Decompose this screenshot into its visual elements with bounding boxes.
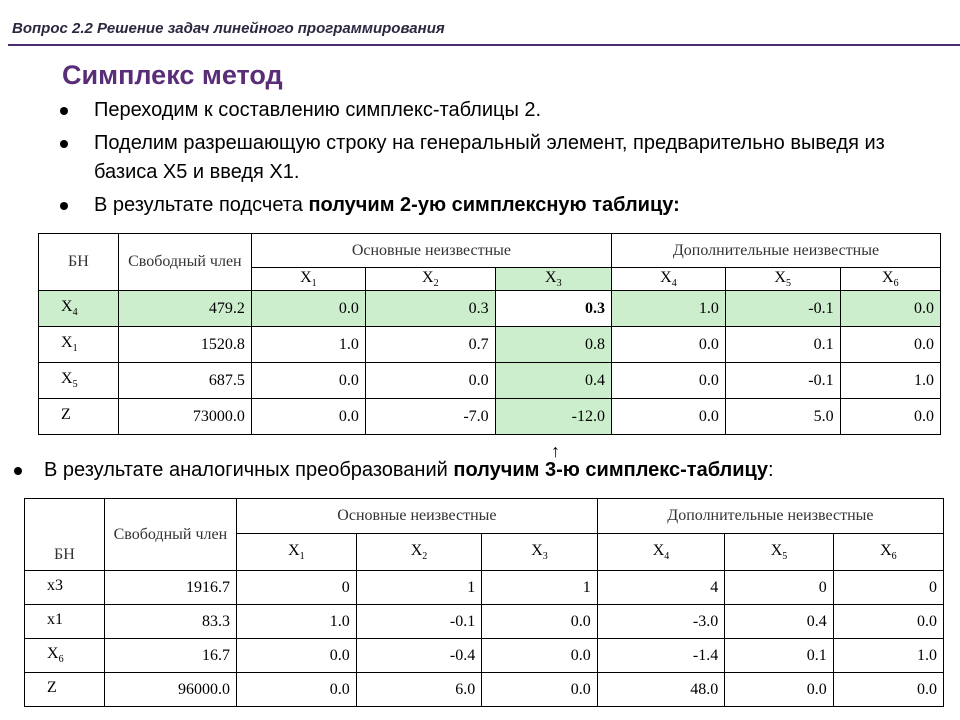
header-basis: БН — [39, 234, 119, 291]
value-cell: 0.0 — [482, 639, 598, 673]
bullet-dot-icon — [60, 202, 68, 210]
header-main-unknowns: Основные неизвестные — [251, 234, 611, 268]
basis-name: X — [47, 645, 59, 663]
value-cell: 0.0 — [482, 605, 598, 639]
header-extra-unknowns: Дополнительные неизвестные — [611, 234, 940, 268]
value-cell: 1.0 — [611, 291, 725, 327]
value-cell: -7.0 — [365, 399, 495, 435]
variable-name: X — [422, 268, 434, 286]
table-row — [39, 363, 941, 399]
value-cell: 0.0 — [611, 399, 725, 435]
bullet-dot-icon — [60, 107, 68, 115]
variable-header — [365, 268, 495, 291]
basis-cell — [39, 399, 119, 435]
variable-header — [482, 534, 598, 571]
basis-subscript: 6 — [58, 654, 64, 666]
value-cell: 0.0 — [251, 291, 365, 327]
value-cell: 0.0 — [840, 291, 940, 327]
bullet-item — [12, 456, 960, 485]
basis-cell — [25, 639, 105, 673]
free-term-cell: 479.2 — [118, 291, 251, 327]
value-cell: -0.4 — [356, 639, 482, 673]
variable-header — [251, 268, 365, 291]
header-basis: БН — [25, 499, 105, 571]
free-term-cell: 83.3 — [104, 605, 236, 639]
value-cell: 0.0 — [365, 363, 495, 399]
basis-name: Z — [47, 679, 57, 697]
variable-name: X — [774, 268, 786, 286]
variable-name: X — [300, 268, 312, 286]
value-cell: 0.4 — [725, 605, 834, 639]
variable-subscript: 2 — [422, 551, 428, 563]
basis-name: Z — [61, 406, 71, 424]
value-cell: -0.1 — [356, 605, 482, 639]
basis-subscript: 4 — [72, 307, 78, 319]
bullet-list — [60, 96, 940, 224]
free-term-cell: 687.5 — [118, 363, 251, 399]
variable-name: X — [770, 541, 783, 559]
variable-name: X — [531, 541, 543, 559]
bullet-bold-text: получим 3-ю симплекс-таблицу — [453, 459, 768, 481]
value-cell: -12.0 — [495, 399, 611, 435]
basis-cell — [39, 327, 119, 363]
value-cell: -0.1 — [725, 291, 840, 327]
variable-header — [725, 268, 840, 291]
value-cell: 4 — [597, 571, 724, 605]
basis-cell — [25, 673, 105, 707]
header-divider — [8, 44, 960, 46]
variable-name: X — [410, 541, 423, 559]
variable-header — [597, 534, 724, 571]
value-cell: 0.0 — [833, 605, 943, 639]
basis-name: X — [61, 298, 73, 316]
value-cell: 0.0 — [725, 673, 834, 707]
value-cell: 0.0 — [840, 327, 940, 363]
header-extra-unknowns: Дополнительные неизвестные — [597, 499, 943, 534]
variable-subscript: 2 — [433, 278, 439, 290]
free-term-cell: 16.7 — [104, 639, 236, 673]
value-cell: 0.0 — [833, 673, 943, 707]
header-free-term: Свободный член — [104, 499, 236, 571]
basis-name: X — [61, 370, 73, 388]
variable-subscript: 6 — [893, 278, 899, 290]
table-row — [25, 639, 944, 673]
variable-header — [725, 534, 834, 571]
free-term-cell: 73000.0 — [118, 399, 251, 435]
value-cell: 0.0 — [840, 399, 940, 435]
value-cell: 0.1 — [725, 327, 840, 363]
free-term-cell: 1520.8 — [118, 327, 251, 363]
basis-name: X — [61, 334, 73, 352]
value-cell: 0.7 — [365, 327, 495, 363]
free-term-cell: 1916.7 — [104, 571, 236, 605]
variable-header — [833, 534, 943, 571]
value-cell: -0.1 — [725, 363, 840, 399]
bullet-text: В результате аналогичных преобразований — [44, 459, 454, 481]
variable-subscript: 5 — [782, 551, 788, 563]
slide-title: Симплекс метод — [62, 60, 283, 90]
variable-subscript: 1 — [299, 551, 305, 563]
value-cell: 1.0 — [251, 327, 365, 363]
variable-name: X — [660, 268, 672, 286]
value-cell: 1.0 — [833, 639, 943, 673]
variable-subscript: 4 — [664, 551, 670, 563]
value-cell: 1 — [356, 571, 482, 605]
value-cell: 0 — [725, 571, 834, 605]
table-row — [39, 327, 941, 363]
basis-subscript: 1 — [72, 343, 78, 355]
variable-subscript: 4 — [671, 278, 677, 290]
value-cell: 0.0 — [482, 673, 598, 707]
value-cell: 0.0 — [237, 639, 357, 673]
value-cell: -1.4 — [597, 639, 724, 673]
variable-header — [495, 268, 611, 291]
variable-name: X — [288, 541, 300, 559]
value-cell: 6.0 — [356, 673, 482, 707]
slide-header: Вопрос 2.2 Решение задач линейного программирования — [12, 20, 445, 37]
value-cell: 0.4 — [495, 363, 611, 399]
value-cell: 0.0 — [251, 363, 365, 399]
simplex-table-3 — [24, 498, 944, 707]
variable-name: X — [882, 268, 894, 286]
bullet-text: В результате подсчета — [94, 194, 309, 216]
value-cell: 0.3 — [365, 291, 495, 327]
value-cell: 0 — [237, 571, 357, 605]
value-cell: 0.0 — [611, 327, 725, 363]
variable-subscript: 3 — [556, 278, 562, 290]
bullet-text: Поделим разрешающую строку на генеральный элемент, предварительно выведя из базиса Х5 и введя Х1. — [94, 132, 885, 183]
bullet-text: Переходим к составлению симплекс-таблицы 2. — [94, 99, 542, 121]
value-cell: 1.0 — [840, 363, 940, 399]
value-cell: 0 — [833, 571, 943, 605]
value-cell: 0.0 — [237, 673, 357, 707]
variable-header — [237, 534, 357, 571]
table-row — [39, 291, 941, 327]
value-cell: 48.0 — [597, 673, 724, 707]
bullet-item — [60, 96, 940, 125]
variable-subscript: 1 — [311, 278, 317, 290]
table-row — [25, 605, 944, 639]
bullet-tail-text: : — [767, 459, 774, 481]
variable-header — [356, 534, 482, 571]
bullet-bold-text: получим 2-ую симплексную таблицу: — [308, 194, 680, 216]
value-cell: 5.0 — [725, 399, 840, 435]
value-cell: 0.0 — [251, 399, 365, 435]
bullet-dot-icon — [60, 140, 68, 148]
pivot-arrow-icon: ↑ — [551, 441, 560, 461]
variable-name: X — [545, 268, 557, 286]
basis-name: x3 — [47, 577, 63, 595]
variable-subscript: 6 — [891, 551, 897, 563]
bullet-item — [60, 129, 940, 187]
variable-subscript: 3 — [542, 551, 548, 563]
value-cell: 1 — [482, 571, 598, 605]
basis-cell — [25, 605, 105, 639]
variable-name: X — [880, 541, 892, 559]
header-free-term: Свободный член — [118, 234, 251, 291]
table-row — [25, 571, 944, 605]
simplex-table-2 — [38, 233, 941, 435]
table-row — [25, 673, 944, 707]
value-cell: 0.0 — [611, 363, 725, 399]
basis-cell — [39, 291, 119, 327]
basis-cell — [25, 571, 105, 605]
value-cell: -3.0 — [597, 605, 724, 639]
table-row — [39, 399, 941, 435]
value-cell: 0.3 — [495, 291, 611, 327]
variable-header — [611, 268, 725, 291]
basis-cell — [39, 363, 119, 399]
variable-name: X — [652, 541, 665, 559]
bullet-item — [60, 191, 940, 220]
bullet-dot-icon — [14, 467, 22, 475]
value-cell: 0.1 — [725, 639, 834, 673]
basis-subscript: 5 — [72, 379, 78, 391]
value-cell: 1.0 — [237, 605, 357, 639]
variable-header — [840, 268, 940, 291]
header-main-unknowns: Основные неизвестные — [237, 499, 598, 534]
variable-subscript: 5 — [785, 278, 791, 290]
value-cell: 0.8 — [495, 327, 611, 363]
basis-name: x1 — [47, 611, 63, 629]
free-term-cell: 96000.0 — [104, 673, 236, 707]
